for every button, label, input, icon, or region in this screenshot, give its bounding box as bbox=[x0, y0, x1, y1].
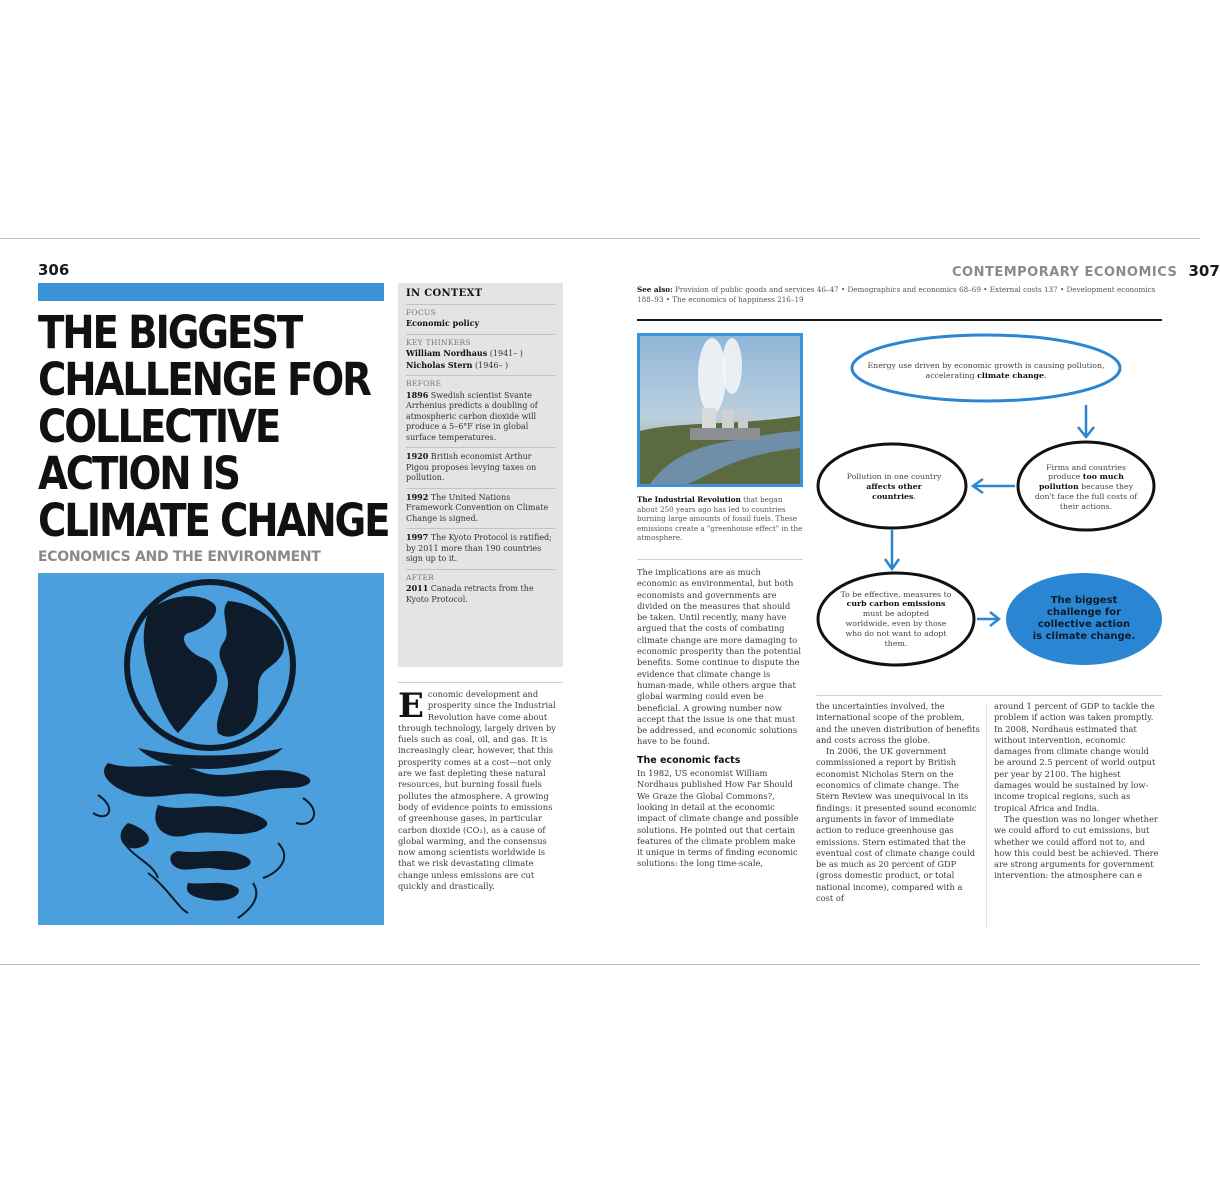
after-label: AFTER bbox=[406, 572, 435, 582]
flow-node-1: Energy use driven by economic growth is causing pollution, accelerating climate change. bbox=[867, 361, 1105, 380]
title-accent-bar bbox=[38, 283, 384, 301]
key-thinkers-label: KEY THINKERS bbox=[406, 337, 471, 347]
photo-caption bbox=[637, 495, 803, 547]
intro-column bbox=[398, 686, 563, 929]
flow-node-3: Pollution in one country affects other countries. bbox=[846, 472, 942, 501]
context-after-entry: 2011 Canada retracts from the Kyoto Protocol. bbox=[406, 583, 534, 604]
title-line-1: THE BIGGEST bbox=[38, 306, 302, 359]
thinker-2-name: Nicholas Stern bbox=[406, 359, 473, 370]
focus-value: Economic policy bbox=[406, 318, 480, 328]
title-line-5: CLIMATE CHANGE bbox=[38, 494, 389, 547]
page-number-left: 306 bbox=[38, 261, 70, 279]
title-line-3: COLLECTIVE bbox=[38, 400, 280, 453]
chapter-subtitle: ECONOMICS AND THE ENVIRONMENT bbox=[38, 549, 321, 565]
economic-facts-heading: The economic facts bbox=[637, 754, 741, 766]
context-entry: 1896 Swedish scientist Svante Arrhenius predicts a doubling of atmospheric carbon dioxide will produce a 5–6°F rise in global surface temperatures. bbox=[406, 389, 538, 442]
caption-bold: The Industrial Revolution bbox=[637, 495, 741, 504]
melting-globe-icon bbox=[38, 573, 384, 925]
body-column-1 bbox=[637, 567, 803, 927]
col2-paragraph-1: the uncertainties involved, the international scope of the problem, and the uneven distribution of benefits and costs across the globe. bbox=[816, 701, 980, 745]
column-divider bbox=[986, 703, 987, 929]
book-spread bbox=[0, 238, 1220, 965]
context-entry: 1992 The United Nations Framework Convention on Climate Change is signed. bbox=[406, 491, 549, 523]
context-entry: 1997 The Kyoto Protocol is ratified; by 2011 more than 190 countries sign up to it. bbox=[406, 532, 552, 563]
title-line-2: CHALLENGE FOR bbox=[38, 353, 370, 406]
col3-paragraph-2: The question was no longer whether we could afford to cut emissions, but whether we could afford not to, and how this could best be achieved. There are strong arguments for government intervention: the atmosphere can e bbox=[994, 813, 1159, 881]
thinker-1-name: William Nordhaus bbox=[406, 348, 488, 358]
page-number-right: 307 bbox=[1188, 262, 1220, 280]
focus-label: FOCUS bbox=[406, 307, 437, 317]
see-also-rule bbox=[637, 319, 1162, 321]
flow-node-5: The biggest challenge for collective action is climate change. bbox=[1032, 595, 1136, 642]
see-also-label: See also: bbox=[637, 285, 673, 294]
intro-rule bbox=[398, 682, 563, 683]
col2-paragraph-2: In 2006, the UK government commissioned a report by British economist Nicholas Stern on the economics of climate change. The Stern Review was unequivocal in its findings: it presented sound economic arguments in favor of immediate action to reduce greenhouse gas emissions. Stern estimated that the eventual cost of climate change could be as much as 20 percent of GDP (gross domestic product, or total national income), compared with a cost of bbox=[816, 746, 977, 904]
before-label: BEFORE bbox=[406, 379, 442, 388]
context-entry: 1920 British economist Arthur Pigou proposes levying taxes on pollution. bbox=[406, 451, 537, 482]
running-head bbox=[952, 261, 1220, 280]
col3-paragraph-1: around 1 percent of GDP to tackle the problem if action was taken promptly. In 2008, Nordhaus estimated that without intervention, economic damages from climate change would be around 2.5 percent of world output per year by 2100. The highest damages would be sustained by low-income tropical regions, such as tropical Africa and India. bbox=[994, 701, 1156, 813]
in-context-box bbox=[398, 283, 563, 667]
globe-illustration bbox=[38, 573, 384, 925]
running-head-text: CONTEMPORARY ECONOMICS bbox=[952, 265, 1178, 280]
chapter-title bbox=[38, 306, 399, 547]
see-also bbox=[637, 285, 1157, 309]
power-station-image bbox=[640, 336, 800, 484]
thinker-1-dates: (1941– ) bbox=[487, 349, 523, 358]
col1-paragraph-1: The implications are as much economic as environmental, but both economists and governments are divided on the measures that should be taken. Until recently, many have argued that the costs of combating climate change are more damaging to economic prosperity than the potential benefits. Some continue to dispute the evidence that climate change is human-made, while others argue that global warming could even be beneficial. A growing number now accept that the issue is one that must be addressed, and economic solutions have to be found. bbox=[637, 567, 802, 747]
flow-node-2: Firms and countries produce too much pollution because they don't face the full costs of their actions. bbox=[1034, 462, 1138, 511]
see-also-text: Provision of public goods and services 46–47 • Demographics and economics 68–69 • External costs 137 • Development economics 188–93 • The economics of happiness 216–19 bbox=[637, 285, 1156, 304]
body-column-3 bbox=[994, 701, 1160, 927]
title-line-4: ACTION IS bbox=[38, 447, 239, 500]
col1-paragraph-2: In 1982, US economist William Nordhaus published How Far Should We Graze the Global Commons?, looking in detail at the economic impact of climate change and possible solutions. He pointed out that certain features of the climate problem make it unique in terms of finding economic solutions: the long time-scale, bbox=[637, 768, 799, 869]
flow-node-4: To be effective, measures to curb carbon emissions must be adopted worldwide, even by those who do not want to adopt them. bbox=[840, 589, 952, 648]
intro-text: conomic development and prosperity since the Industrial Revolution have come about through technology, largely driven by fuels such as coal, oil, and gas. It is increasingly clear, however, that this prosperity comes at a cost—not only are we fast depleting these natural resources, but burning fossil fuels pollutes the atmosphere. A growing body of evidence points to emissions of greenhouse gases, in particular carbon dioxide (CO₂), as a cause of global warming, and the consensus now among scientists worldwide is that we risk devastating climate change unless emissions are cut quickly and drastically. bbox=[398, 689, 556, 892]
in-context-heading: IN CONTEXT bbox=[406, 288, 483, 299]
body-column-2 bbox=[816, 701, 980, 927]
industrial-photo bbox=[637, 333, 803, 487]
caption-text: that began about 250 years ago has led to countries burning large amounts of fossil fuels. These emissions create a "greenhouse effect" in the atmosphere. bbox=[637, 495, 803, 542]
drop-cap: E bbox=[398, 686, 424, 726]
column-rule bbox=[637, 559, 803, 560]
lower-columns-rule bbox=[816, 695, 1162, 696]
thinker-2-dates: (1946– ) bbox=[472, 360, 509, 370]
